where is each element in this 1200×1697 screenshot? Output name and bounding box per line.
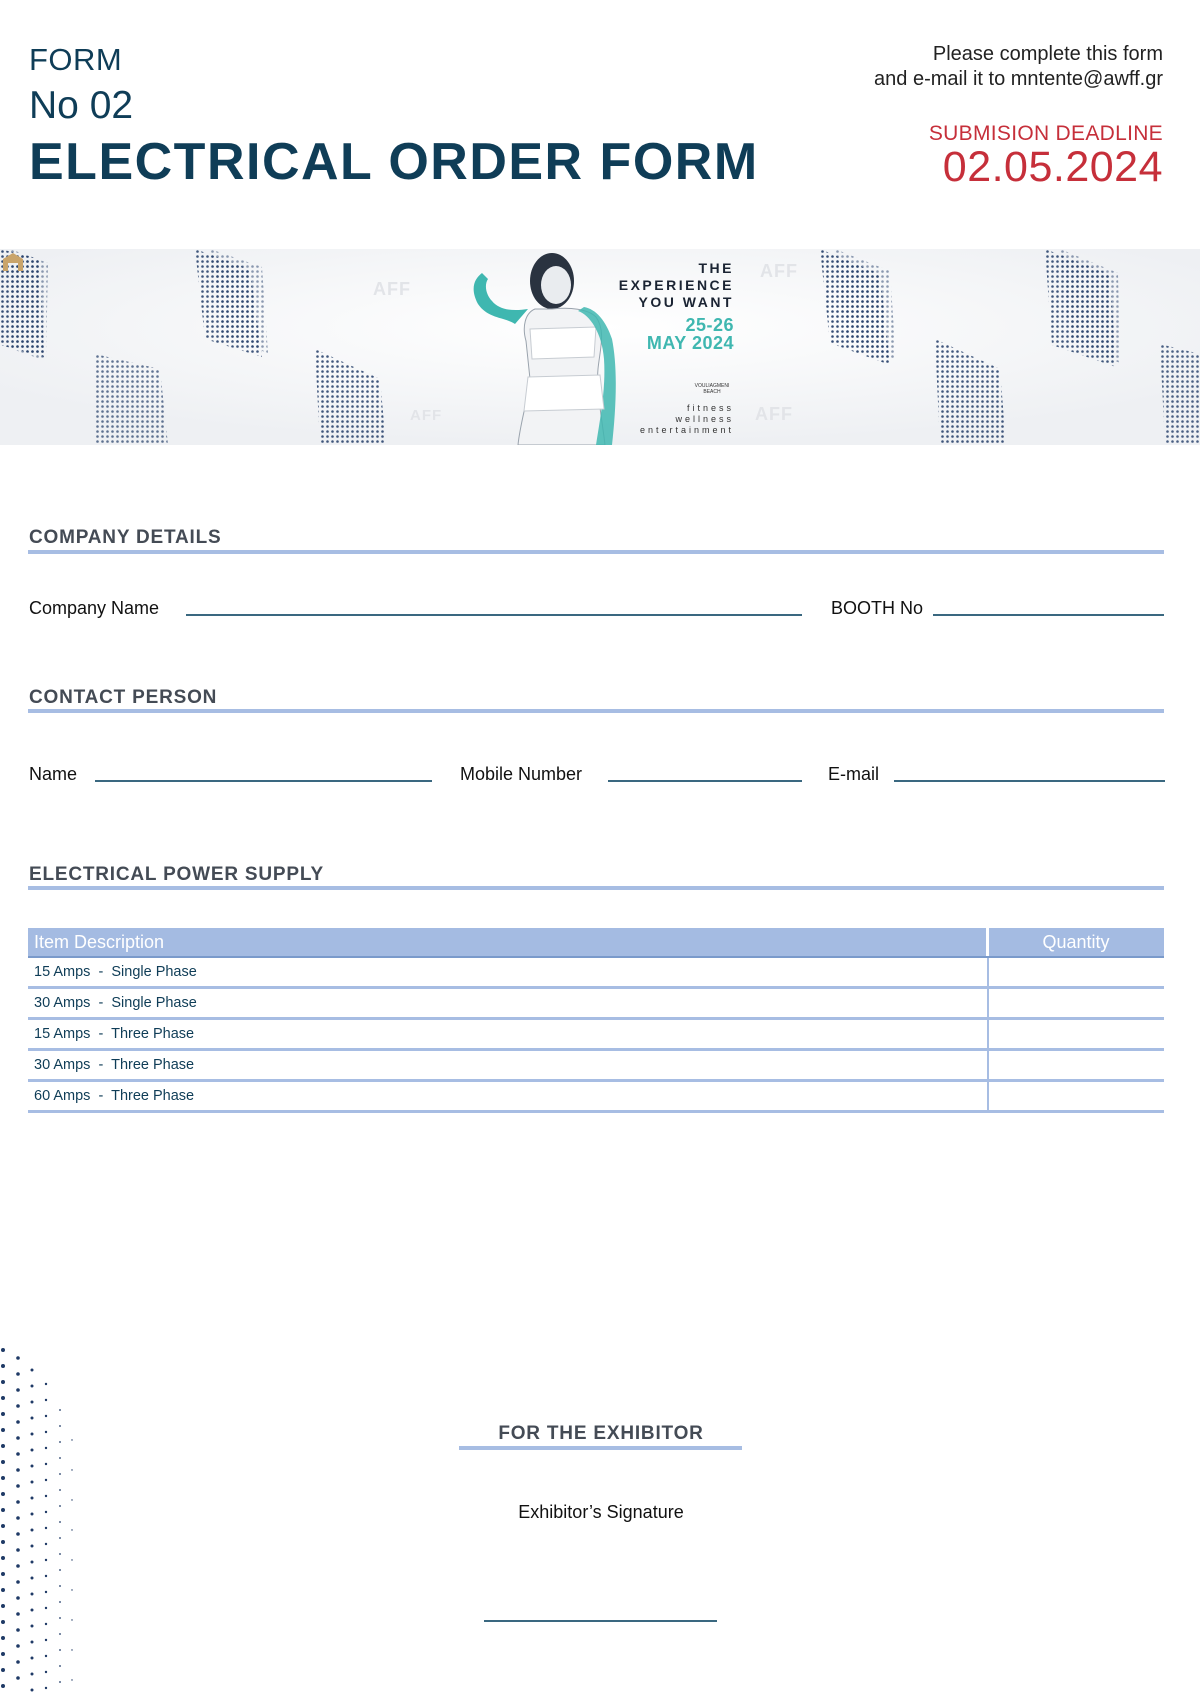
event-categories	[600, 403, 734, 436]
tagline-line-1: THE	[698, 260, 734, 276]
company-name-field[interactable]	[186, 614, 802, 616]
column-divider	[987, 1082, 989, 1112]
form-number: No 02	[29, 84, 134, 127]
watermark-aff: AFF	[373, 279, 411, 299]
venue-logo-icon	[0, 249, 26, 275]
category-wellness: wellness	[675, 414, 734, 424]
power-supply-heading: ELECTRICAL POWER SUPPLY	[29, 864, 324, 885]
deadline-label: SUBMISION DEADLINE	[928, 122, 1163, 145]
table-row	[28, 1082, 1164, 1113]
item-description: 60 Amps - Three Phase	[34, 1088, 195, 1104]
item-description: 15 Amps - Single Phase	[34, 964, 197, 980]
signature-label: Exhibitor’s Signature	[518, 1502, 684, 1522]
table-header	[28, 928, 1164, 958]
column-header-quantity: Quantity	[1042, 932, 1110, 952]
contact-name-label: Name	[29, 764, 78, 784]
item-description: 15 Amps - Three Phase	[34, 1026, 195, 1042]
email-field[interactable]	[894, 780, 1165, 782]
table-row	[28, 989, 1164, 1020]
column-divider	[987, 1051, 989, 1081]
quantity-cell[interactable]	[990, 1082, 1164, 1110]
contact-name-field[interactable]	[95, 780, 432, 782]
quantity-cell[interactable]	[990, 958, 1164, 986]
email-label: E-mail	[828, 764, 880, 784]
column-header-item-description: Item Description	[34, 932, 165, 952]
contact-person-heading: CONTACT PERSON	[29, 687, 218, 708]
watermark-aff: AFF	[755, 404, 793, 424]
banner-tagline	[600, 260, 734, 311]
decorative-dot-pattern	[0, 1340, 80, 1697]
quantity-cell[interactable]	[990, 1051, 1164, 1079]
event-banner	[0, 249, 1200, 445]
column-divider	[987, 989, 989, 1019]
form-label: FORM	[29, 42, 123, 77]
item-description: 30 Amps - Single Phase	[34, 995, 197, 1011]
watermark-aff: AFF	[410, 407, 443, 424]
event-dates-days: 25-26	[685, 315, 734, 335]
tagline-line-3: YOU WANT	[638, 294, 734, 310]
section-divider	[28, 550, 1164, 554]
tagline-line-2: EXPERIENCE	[618, 277, 734, 293]
deadline-date: 02.05.2024	[942, 143, 1163, 191]
column-divider	[987, 1020, 989, 1050]
section-divider	[459, 1446, 742, 1450]
item-description: 30 Amps - Three Phase	[34, 1057, 195, 1073]
booth-number-label: BOOTH No	[831, 598, 924, 618]
table-row	[28, 1020, 1164, 1051]
column-divider	[987, 958, 989, 988]
submission-instructions	[874, 42, 1163, 92]
instructions-line-1: Please complete this form	[932, 43, 1163, 65]
event-dates	[600, 316, 734, 352]
quantity-cell[interactable]	[990, 1020, 1164, 1048]
company-details-heading: COMPANY DETAILS	[29, 527, 222, 548]
page-title: ELECTRICAL ORDER FORM	[29, 133, 759, 191]
exhibitor-heading: FOR THE EXHIBITOR	[498, 1423, 704, 1444]
watermark-aff: AFF	[760, 261, 798, 281]
section-divider	[28, 886, 1164, 890]
signature-field[interactable]	[484, 1620, 717, 1622]
table-row	[28, 1051, 1164, 1082]
event-dates-month: MAY 2024	[646, 333, 734, 353]
venue-name: VOULIAGMENI BEACH	[694, 383, 730, 395]
booth-number-field[interactable]	[933, 614, 1164, 616]
company-name-label: Company Name	[29, 598, 160, 618]
section-divider	[28, 709, 1164, 713]
power-supply-table	[28, 928, 1164, 1113]
table-row	[28, 958, 1164, 989]
instructions-line-2: and e-mail it to mntente@awff.gr	[874, 68, 1163, 90]
category-entertainment: entertainment	[639, 425, 734, 435]
mobile-number-field[interactable]	[608, 780, 802, 782]
quantity-cell[interactable]	[990, 989, 1164, 1017]
category-fitness: fitness	[686, 403, 734, 413]
mobile-number-label: Mobile Number	[460, 764, 583, 784]
